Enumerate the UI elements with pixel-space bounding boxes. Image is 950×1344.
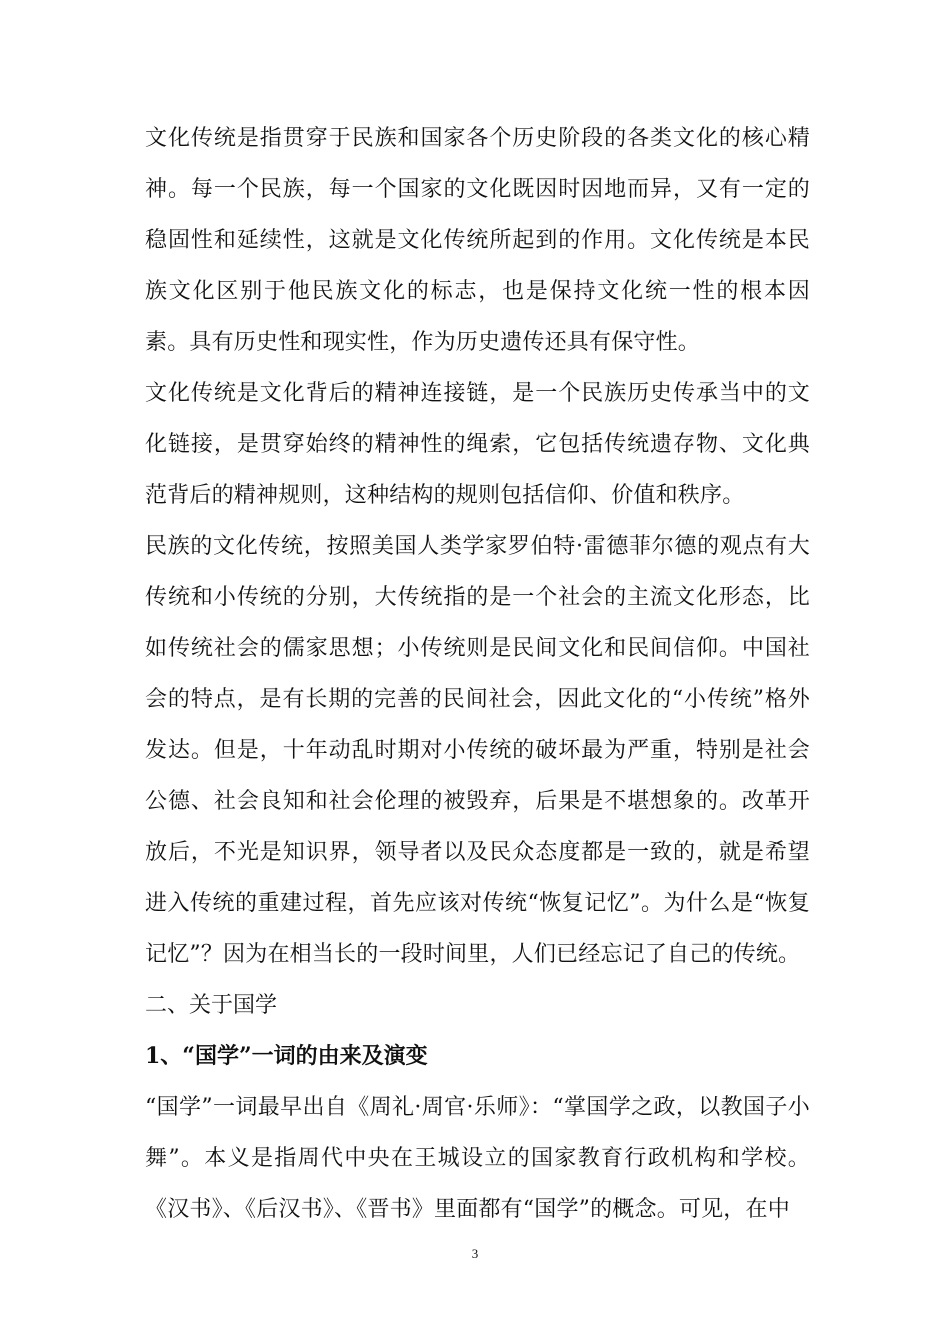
paragraph-cultural-tradition-definition: 文化传统是指贯穿于民族和国家各个历史阶段的各类文化的核心精神。每一个民族，每一个国家的文化既因时因地而异，又有一定的稳固性和延续性，这就是文化传统所起到的作用。文化传统是本民族文化区别于他民族文化的标志，也是保持文化统一性的根本因素。具有历史性和现实性，作为历史遗传还具有保守性。 bbox=[145, 126, 810, 355]
body-text bbox=[145, 113, 810, 1235]
paragraph-cultural-tradition-link: 文化传统是文化背后的精神连接链，是一个民族历史传承当中的文化链接，是贯穿始终的精神性的绳索，它包括传统遗存物、文化典范背后的精神规则，这种结构的规则包括信仰、价值和秩序。 bbox=[145, 381, 810, 508]
section-heading: 二、关于国学 bbox=[145, 993, 278, 1018]
subsection-heading: 1、“国学”一词的由来及演变 bbox=[145, 1043, 428, 1069]
paragraph-great-and-little-tradition: 民族的文化传统，按照美国人类学家罗伯特·雷德菲尔德的观点有大传统和小传统的分别，大传统指的是一个社会的主流文化形态，比如传统社会的儒家思想；小传统则是民间文化和民间信仰。中国社会的特点，是有长期的完善的民间社会，因此文化的“小传统”格外发达。但是，十年动乱时期对小传统的破坏最为严重，特别是社会公德、社会良知和社会伦理的被毁弃，后果是不堪想象的。改革开放后，不光是知识界，领导者以及民众态度都是一致的，就是希望进入传统的重建过程，首先应该对传统“恢复记忆”。为什么是“恢复记忆”？因为在相当长的一段时间里，人们已经忘记了自己的传统。 bbox=[145, 534, 810, 967]
paragraph-guoxue-origin: “国学”一词最早出自《周礼·周官·乐师》：“掌国学之政，以教国子小舞”。本义是指周代中央在王城设立的国家教育行政机构和学校。《汉书》、《后汉书》、《晋书》里面都有“国学”的概念。可见，在中 bbox=[145, 1095, 810, 1222]
page-number: 3 bbox=[471, 1246, 479, 1261]
